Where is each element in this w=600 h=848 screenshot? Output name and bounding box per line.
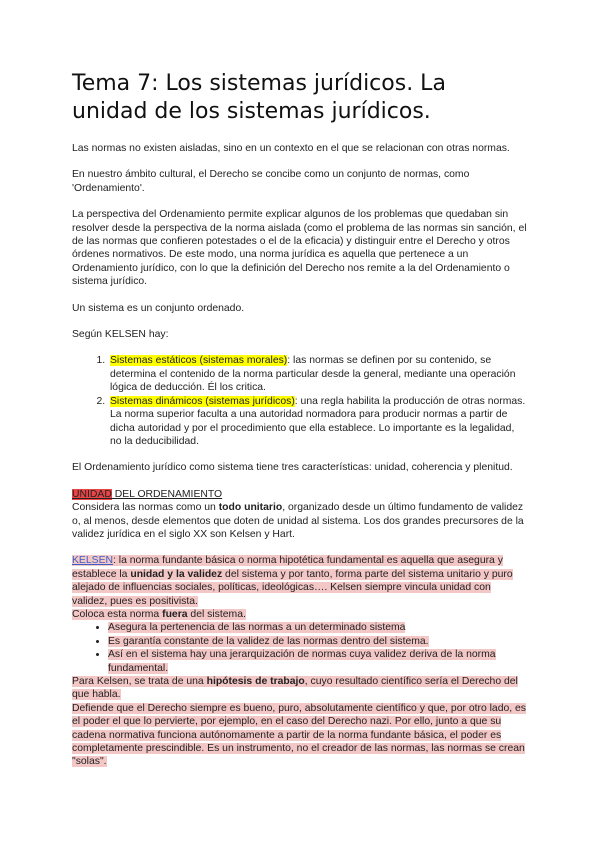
list-item — [108, 621, 528, 634]
unidad-text-bold: todo unitario — [218, 502, 283, 514]
list-item-text: : una regla habilita la producción de otras normas. La norma superior faculta a una autoridad normadora para producir normas a partir de dicha autoridad y por el procedimiento que ella establece. Lo importante es la legalidad, no la deducibilidad. — [110, 395, 526, 447]
unidad-heading — [72, 488, 528, 501]
kelsen-link[interactable]: KELSEN — [72, 555, 114, 567]
paragraph-3: La perspectiva del Ordenamiento permite explicar algunos de los problemas que quedaban sin resolver desde la perspectiva de la norma aislada (como el problema de las normas sin sanción, el de las normas que confieren potestades o el de la eficacia) y distinguir entre el Derecho y otros órdenes normativos. De este modo, una norma jurídica es aquella que pertenece a un Ordenamiento jurídico, con lo que la definición del Derecho nos remite a la del Ordenamiento o sistema jurídico. — [72, 209, 527, 288]
unidad-heading-rest: DEL ORDENAMIENTO — [111, 488, 223, 500]
highlight-static-systems: Sistemas estáticos (sistemas morales) — [110, 355, 288, 367]
list-item — [108, 635, 528, 648]
list-item — [108, 395, 528, 449]
bullet-text: Así en el sistema hay una jerarquización de normas cuya validez deriva de la norma fundamental. — [108, 649, 496, 674]
hipotesis-text-bold: hipótesis de trabajo — [206, 676, 305, 687]
kelsen-paragraph — [72, 554, 528, 608]
page-title: Tema 7: Los sistemas jurídicos. La unidad de los sistemas jurídicos. — [72, 71, 446, 124]
bullet-text: Asegura la pertenencia de las normas a un determinado sistema — [108, 622, 406, 634]
kelsen-text-1c: del sistema y por tanto, forma parte del sistema unitario y puro alejado de influencias sociales, políticas, ideológicas…. Kelsen siempre vincula unidad con validez, pues es positivista. — [72, 568, 513, 607]
bullet-text: Es garantía constante de la validez de las normas dentro del sistema. — [108, 635, 429, 647]
paragraph-4: Un sistema es un conjunto ordenado. — [72, 302, 245, 314]
document-page — [72, 70, 528, 769]
kelsen-systems-list — [72, 354, 528, 448]
highlight-dynamic-systems: Sistemas dinámicos (sistemas jurídicos) — [110, 395, 295, 407]
hipotesis-paragraph — [72, 675, 528, 702]
defiende-text: Defiende que el Derecho siempre es bueno, puro, absolutamente científico y que, por otro lado, es el poder el que lo pervierte, por ejemplo, en el caso del Derecho nazi. Por ello, junto a que su cadena normativa funciona autónomamente a partir de la norma fundante básica, el poder es completamente prescindible. Es un instrumento, no el creador de las normas, las normas se crean "solas". — [72, 702, 527, 768]
defiende-paragraph — [72, 702, 528, 769]
paragraph-2: En nuestro ámbito cultural, el Derecho se concibe como un conjunto de normas, como 'Ordenamiento'. — [72, 169, 470, 194]
fuera-text-bold: fuera — [162, 608, 188, 620]
kelsen-text-bold: unidad y la validez — [130, 568, 223, 580]
hipotesis-text-c: , cuyo resultado científico sería el Derecho del que habla. — [72, 676, 518, 701]
paragraph-1: Las normas no existen aisladas, sino en un contexto en el que se relacionan con otras normas. — [72, 143, 510, 154]
unidad-paragraph — [72, 501, 528, 541]
list-item — [108, 648, 528, 675]
paragraph-6: El Ordenamiento jurídico como sistema tiene tres características: unidad, coherencia y plenitud. — [72, 462, 513, 474]
kelsen-bullet-list — [72, 621, 528, 675]
list-item-text: : las normas se definen por su contenido, se determina el contenido de la norma particular desde la general, mediante una operación lógica de deducción. Él los critica. — [110, 355, 516, 394]
fuera-text-c: del sistema. — [187, 608, 246, 620]
hipotesis-text-a: Para Kelsen, se trata de una — [72, 676, 207, 687]
unidad-text-a: Considera las normas como un — [72, 502, 219, 514]
unidad-highlight: UNIDAD — [72, 488, 112, 500]
kelsen-fuera-line — [72, 608, 528, 621]
fuera-text-a: Coloca esta norma — [72, 608, 163, 620]
unidad-text-c: , organizado desde un último fundamento de validez o, al menos, desde elementos que doten de unidad al sistema. Los dos grandes precursores de la validez jurídica en el siglo XX son Kelsen y Hart. — [72, 502, 524, 540]
list-item — [108, 354, 528, 394]
paragraph-5: Según KELSEN hay: — [72, 329, 169, 341]
kelsen-text-1: : la norma fundante básica o norma hipotética fundamental es aquella que asegura y establece la — [72, 555, 503, 580]
